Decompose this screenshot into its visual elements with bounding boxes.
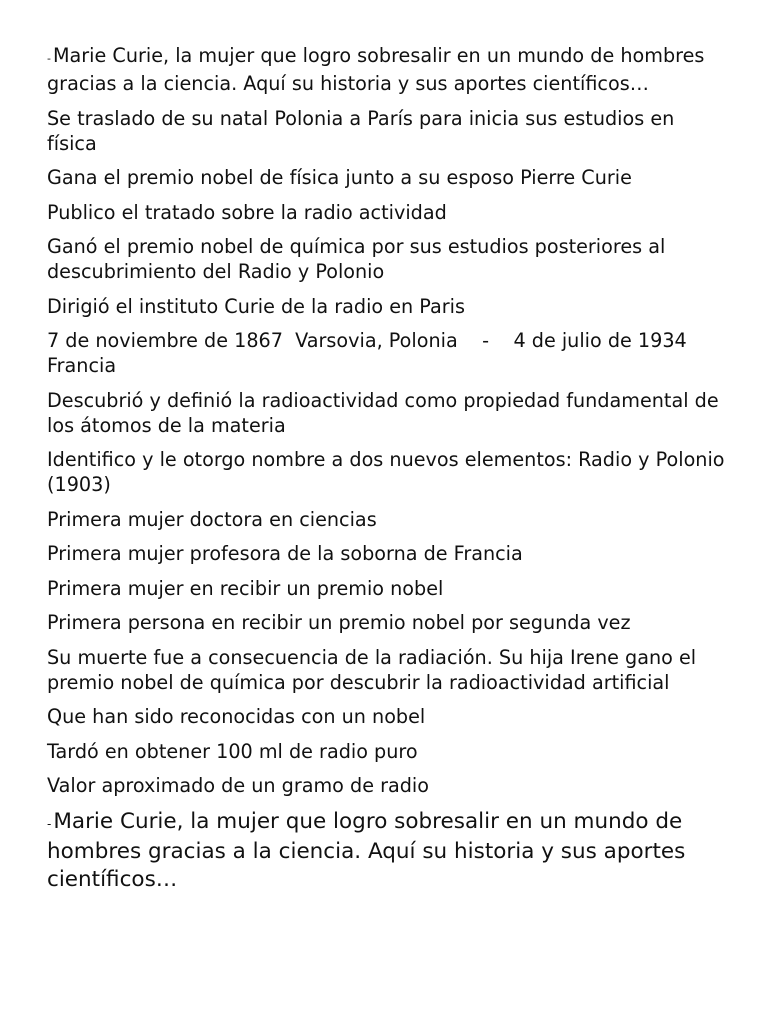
text-item: Valor aproximado de un gramo de radio bbox=[47, 774, 429, 797]
text-item: Que han sido reconocidas con un nobel bbox=[47, 705, 426, 728]
closing-text: Marie Curie, la mujer que logro sobresalir en un mundo de hombres gracias a la ciencia. Aquí su historia y sus aportes científicos… bbox=[47, 808, 693, 892]
intro-text: Marie Curie, la mujer que logro sobresalir en un mundo de hombres gracias a la ciencia. Aquí su historia y sus aportes científicos… bbox=[47, 44, 711, 95]
text-item: Ganó el premio nobel de química por sus estudios posteriores al descubrimiento del Radio y Polonio bbox=[47, 235, 672, 283]
intro-paragraph bbox=[47, 43, 727, 96]
text-item: Gana el premio nobel de física junto a su esposo Pierre Curie bbox=[47, 166, 632, 189]
text-item: Se traslado de su natal Polonia a París para inicia sus estudios en física bbox=[47, 106, 681, 155]
date-line: 7 de noviembre de 1867 Varsovia, Polonia - 4 de julio de 1934 Francia bbox=[47, 329, 699, 377]
text-item: Primera mujer en recibir un premio nobel bbox=[47, 576, 444, 600]
closing-paragraph bbox=[47, 808, 727, 894]
document-body bbox=[47, 43, 731, 903]
closing-dash: - bbox=[47, 816, 52, 831]
text-item: Su muerte fue a consecuencia de la radiación. Su hija Irene gano el premio nobel de química por descubrir la radioactividad artificial bbox=[47, 645, 703, 694]
text-item: Publico el tratado sobre la radio actividad bbox=[47, 200, 447, 224]
text-item: Primera mujer doctora en ciencias bbox=[47, 507, 377, 531]
text-item: Primera persona en recibir un premio nobel por segunda vez bbox=[47, 611, 631, 634]
text-item: Primera mujer profesora de la soborna de Francia bbox=[47, 542, 523, 565]
text-item: Identifico y le otorgo nombre a dos nuevos elementos: Radio y Polonio (1903) bbox=[47, 448, 731, 496]
intro-dash: - bbox=[47, 52, 51, 65]
text-item: Tardó en obtener 100 ml de radio puro bbox=[47, 739, 418, 763]
text-item: Dirigió el instituto Curie de la radio en Paris bbox=[47, 294, 465, 318]
text-item: Descubrió y definió la radioactividad como propiedad fundamental de los átomos de la materia bbox=[47, 388, 725, 437]
